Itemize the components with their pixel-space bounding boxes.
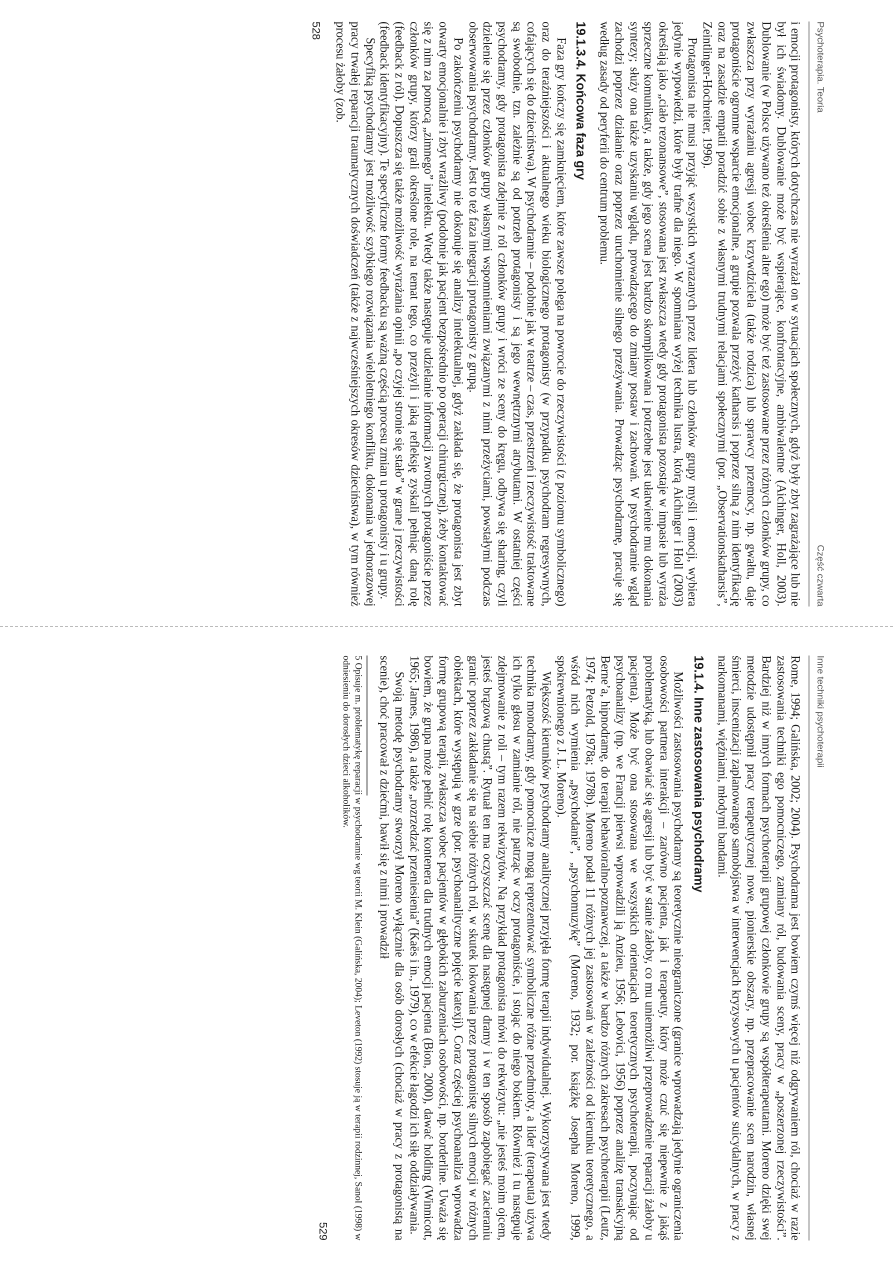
footnote-rule (366, 656, 367, 796)
page-529 (0, 640, 893, 1250)
section-heading: 19.1.3.4. Końcowa faza gry (573, 21, 588, 180)
page-529-text-block (67, 656, 827, 1241)
header-right: Część czwarta (814, 544, 826, 607)
header-left: Inne techniki psychoterapii (814, 655, 826, 768)
running-header (809, 656, 827, 1241)
paragraph: Większość kierunków psychodramy analitycznej przyjęła formę terapii indywidualnej. Wykorzystywana jest wtedy technika monodramy, gdy pomocnicze mogą reprezentować symboliczne różne przedmioty, a lider (terapeuta) używa ich tylko głosu w zamianie ról, nie patrząc w oczy protagoniście, i stojąc do niego bokiem. Również i tu następuje zdejmowanie z roli – tym razem rekwizytów. Na przykład protagonista mówi do rekwizytu: „nie jesteś moim ojcem, jesteś brązową chustą”. Rytuał ten ma oczyszczać scenę dla następnej dramy i w ten sposób zapobiegać zacieraniu granic poprzez zakładanie się na siebie różnych ról, w skutek lokowania przez protagonistę silnych emocji w różnych obiektach, które występują w grze (por. psychoanalityczne pojęcie katexji). Coraz częściej psychoanaliza wprowadza formę grupową terapii, zwłaszcza wobec pacjentów w głębokich zaburzeniach osobowości, np. borderline. Uważa się bowiem, że grupa może pełnić rolę kontenera dla trudnych emocji pacjenta (Bion, 2000), dawać holding (Winnicott, 1965; James, 1986), a także „rozrzedzać przeniesienia” (Kaës i in., 1979), co w efekcie łagodzi ich siłę oddziaływania. (407, 655, 554, 1241)
paragraph: i emocji protagonisty, których dotychczas nie wyrażał on w sytuacjach społecznych, gdyż były zbyt zagrażające lub nie był ich świadomy. Dublowanie może być wspierające, konfrontacyjne, ambiwalentne (Aichinger, Holl, 2003). Dublowanie (w Polsce używano też określenia alter ego) może być też zastosowane przez różnych członków grupy, co zwłaszcza przy wyrażaniu agresji wobec krzywdziciela (także rodzica) lub sprawcy przemocy, np. gwałtu, daje protagoniście ogromne wsparcie emocjonalne, a grupie pozwala przeżyć katharsis i poprzez silną z nim identyfikację oraz na zasadzie empatii poradzić sobie z własnymi trudnymi relacjami społecznymi (por. „Observationskatharsis”, Zeintlinger-Hochreiter, 1996). (700, 21, 803, 607)
paragraph: Faza gry kończy się zamknięciem, które zawsze polega na powrocie do rzeczywistości (z poziomu symbolicznego) oraz do teraźniejszości i aktualnego wieku biologicznego protagonisty (w przypadku psychodram regresywnych, cofających się do dzieciństwa). W psychodramie – podobnie jak w teatrze – czas, przestrzeń i rzeczywistość traktowane są swobodnie, tzn. zależnie są od potrzeb protagonisty i są jego wewnętrznymi atrybutami. W ostatniej części psychodramy, gdy protagonista zdejmie z ról członków grupy i wróci ze sceny do kręgu, odbywa się sharing, czyli dzielenie się przez członków grupy własnymi wspomnieniami związanymi z nimi przeżyciami, powstałymi podczas obserwowania psychodramy. Jest to też faza integracji protagonisty z grupą. (466, 21, 569, 607)
page-528 (0, 12, 893, 622)
paragraph: Rome, 1994; Galińska, 2002; 2004). Psychodrama jest bowiem czymś więcej niż odgrywaniem ról, chociaż w razie zastosowania techniki ego pomocniczego, zamiany ról, budowania sceny, pracy w „poszerzonej rzeczywistości”. Bardziej niż w innych formach psychoterapii grupowej członkowie grupy są współterapeutami. Moreno dzięki swej metodzie udostępnił pracy terapeutycznej nowe, pionierskie obszary, np. przepracowanie scen narodzin, własnej śmierci, inscenizacji zaplanowanego samobójstwa w interwencjach kryzysowych u pacjentów suicydalnych, w pracy z narkomanami, więźniami, młodymi bandami. (715, 655, 803, 1241)
footnote: 5 Opisuje m. problematykę reparacji w psychodramie wg teorii M. Klein (Galińska, 2004); Leveton (1992) stosuje ją w terapii rodzinnej, Sanol (1998) w odniesieniu do dorosłych dzieci alkoholików. (340, 655, 363, 1241)
paragraph: Swoją metodę psychodramy stworzył Moreno wyłącznie dla osób dorosłych (chociaż w pracy z protagonistą na scenie), choć pracował z dziećmi, bawił się z nimi i prowadził (377, 655, 407, 1241)
header-left: Psychoterapia. Teoria (814, 21, 826, 113)
running-header (809, 22, 827, 607)
page-divider (0, 626, 893, 627)
paragraph: Po zakończeniu psychodramy nie dokonuje się analizy intelektualnej, gdyż zakłada się, że protagonista jest zbyt otwarty emocjonalnie i zbyt wrażliwy (podobnie jak pacjent bezpośrednio po operacji chirurgicznej), żeby kontaktować się z nim za pomocą „zimnego” intelektu. Wtedy także następuje udzielanie informacji zwrotnych protagoniście przez członków grupy, którzy grali określone role, na temat tego, co przeżyli i jaką refleksję zyskali pełniąc daną rolę (feedback z ról). Dopuszcza się także możliwość wyrażania opinii „po czyjej stronie się stało” w grane j rzeczywistości (feedback identyfikacyjny). Te specyficzne formy feedbacku są ważną częścią procesu zmian u protagonisty i u grupy. (377, 21, 466, 607)
paragraph: Możliwości zastosowania psychodramy są teoretycznie nieograniczone (granice wprowadzają jedynie ograniczenia osobowości partnera interakcji – zarówno pacjenta, jak i terapeuty, który może czuć się niepewnie z jakąś problematyką, lub obawiać się agresji lub być w stanie żałoby, co mu uniemożliwi przeprowadzenie reparacji żałoby u pacjenta). Może być ona stosowana we wszystkich orientacjach teoretycznych psychoterapii, poczynając od psychoanalizy (np. we Francji pierwsi wprowadzili ją Anzieu, 1956; Lebovici, 1956) poprzez analizę transakcyjną Berne’a, hipnodramę, do terapii behawioralno-poznawczej, a także w bardzo różnych zakresach psychoterapii (Leutz, 1974; Petzold, 1978a; 1978b). Moreno podał 11 różnych jej zastosowań w zależności od kierunku teoretycznego, a wśród nich wymienia „psychodanie”, „psychomuzykę” (Moreno, 1932; por. książkę Josepha Moreno, 1999, spokrewnionego z J. L. Moreno). (554, 655, 686, 1241)
page-528-text-block (67, 22, 827, 607)
section-heading: 19.1.4. Inne zastosowania psychodramy (691, 655, 706, 893)
page-number: 528 (310, 21, 322, 40)
paragraph: Protagonista nie musi przyjąć wszystkich wyrazanych przez lidera lub członków grupy myśli i emocji, wybiera jedynie wypowiedzi, które były trafne dla niego. W spomniana wyżej technika lustra, którą Aichinger i Holl (2003) określają jako „ciało rezonansowe”, stosowana jest zwłaszcza wtedy gdy protagonista pozostaje w impasie lub wyraża sprzeczne komunikaty, a także, gdy jego scena jest bardzo skomplikowana i potrzebne jest ułatwienie mu dokonania syntezy; służy ona także uzyskaniu wglądu, prowadzącego do zmiany postaw i zachowań. W psychodramie wgląd zachodzi poprzez działanie oraz poprzez uruchomienie silnego przeżywania. Prowadząc psychodramę, pracuje się według zasady od peryferii do centrum problemu. (597, 21, 700, 607)
paragraph: Specyfiką psychodramy jest możliwość szybkiego rozwiązania wieloletniego konfliktu, dokonania w jednorazowej pracy trwałej reparacji traumatycznych doświadczeń (także z najwcześniejszych okresów dzieciństwa), w tym również procesu żałoby (zob. (333, 21, 378, 607)
page-number: 529 (316, 1222, 329, 1241)
